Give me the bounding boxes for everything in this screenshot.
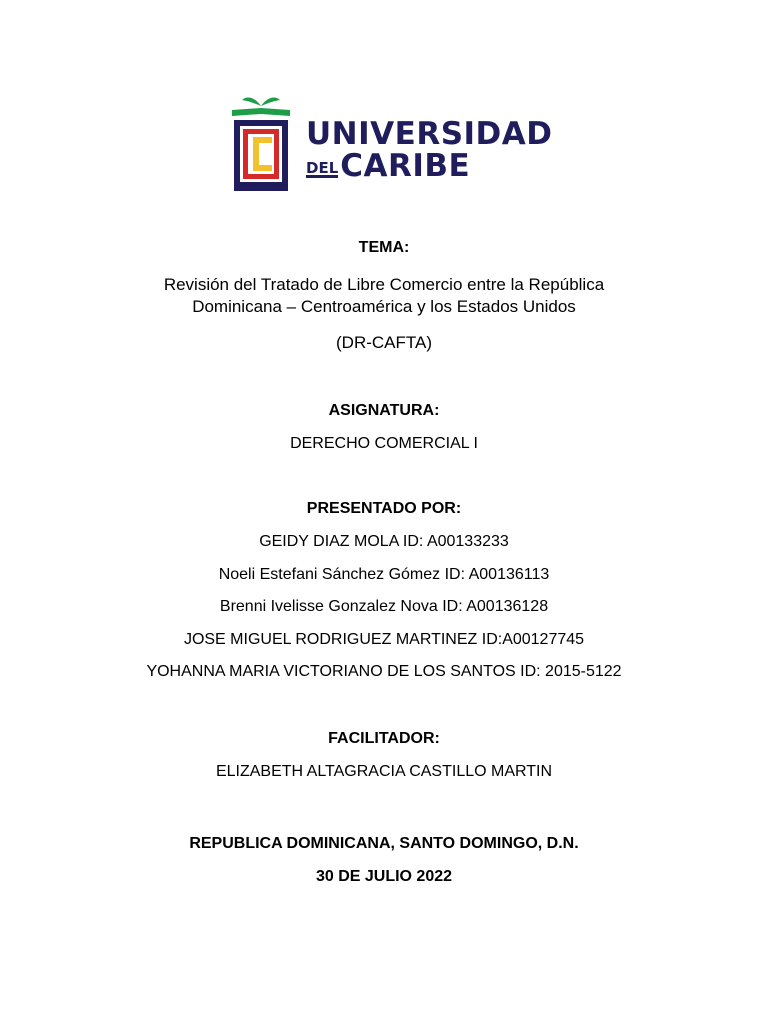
logo-wordmark-top: UNIVERSIDAD [306, 116, 553, 152]
facilitador-value: ELIZABETH ALTAGRACIA CASTILLO MARTIN [215, 763, 553, 780]
date-line: 30 DE JULIO 2022 [315, 868, 453, 885]
asignatura-value: DERECHO COMERCIAL I [290, 435, 478, 452]
author-1: GEIDY DIAZ MOLA ID: A00133233 [259, 533, 509, 550]
tema-heading: TEMA: [358, 239, 410, 256]
author-2: Noeli Estefani Sánchez Gómez ID: A00136113 [218, 566, 550, 583]
author-5: YOHANNA MARIA VICTORIANO DE LOS SANTOS ID: 2015-5122 [146, 663, 622, 680]
author-4: JOSE MIGUEL RODRIGUEZ MARTINEZ ID:A00127745 [183, 631, 585, 648]
logo-wordmark-caribe: CARIBE [340, 148, 471, 184]
university-emblem-icon [228, 92, 294, 192]
asignatura-heading: ASIGNATURA: [328, 402, 440, 419]
university-logo [228, 92, 553, 192]
tema-line-1: Revisión del Tratado de Libre Comercio entre la República [163, 275, 605, 294]
logo-wordmark-del: DEL [306, 159, 339, 177]
author-3: Brenni Ivelisse Gonzalez Nova ID: A00136128 [219, 598, 549, 615]
logo-wordmark-bottom [306, 148, 470, 184]
tema-line-2: Dominicana – Centroamérica y los Estados Unidos [192, 297, 576, 316]
facilitador-heading: FACILITADOR: [328, 730, 440, 747]
presentado-heading: PRESENTADO POR: [306, 500, 462, 517]
location-line: REPUBLICA DOMINICANA, SANTO DOMINGO, D.N. [189, 835, 579, 852]
tema-line-3: (DR-CAFTA) [336, 333, 432, 352]
